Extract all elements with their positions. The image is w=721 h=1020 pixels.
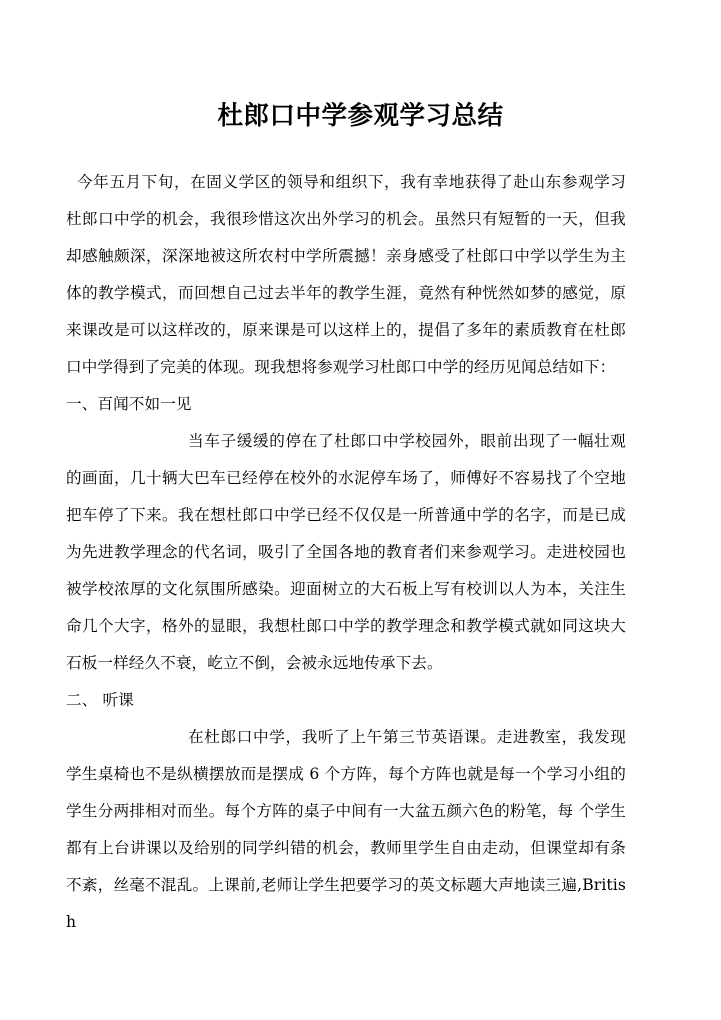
paragraph-section-1: 当车子缓缓的停在了杜郎口中学校园外，眼前出现了一幅壮观的画面，几十辆大巴车已经停在校外的水泥停车场了，师傅好不容易找了个空地把车停了下来。我在想杜郎口中学已经不仅仅是一所普通中学的名字，而是已成为先进教学理念的代名词，吸引了全国各地的教育者们来参观学习。走进校园也被学校浓厚的文化氛围所感染。迎面树立的大石板上写有校训以人为本，关注生命几个大字，格外的显眼，我想杜郎口中学的教学理念和教学模式就如同这块大石板一样经久不衰，屹立不倒，会被永远地传承下去。 [66, 432, 626, 672]
section-heading-2: 二、 听课 [66, 691, 134, 709]
page-title: 杜郎口中学参观学习总结 [217, 101, 504, 132]
paragraph-intro: 今年五月下旬，在固义学区的领导和组织下，我有幸地获得了赴山东参观学习杜郎口中学的机会，我很珍惜这次出外学习的机会。虽然只有短暂的一天，但我却感触颇深，深深地被这所农村中学所震撼！亲身感受了杜郎口中学以学生为主体的教学模式，而回想自己过去半年的教学生涯，竟然有种恍然如梦的感觉，原来课改是可以这样改的，原来课是可以这样上的，提倡了多年的素质教育在杜郎口中学得到了完美的体现。现我想将参观学习杜郎口中学的经历见闻总结如下： [66, 173, 626, 376]
document-body [66, 164, 626, 941]
paragraph-section-2: 在杜郎口中学，我听了上午第三节英语课。走进教室，我发现学生桌椅也不是纵横摆放而是摆成 6 个方阵，每个方阵也就是每一个学习小组的学生分两排相对而坐。每个方阵的桌子中间有一大盆五颜六色的粉笔，每 个学生都有上台讲课以及给别的同学纠错的机会，教师里学生自由走动，但课堂却有条不紊，丝毫不混乱。上课前,老师让学生把要学习的英文标题大声地读三遍,British [66, 728, 626, 931]
section-heading-1: 一、百闻不如一见 [66, 395, 192, 413]
